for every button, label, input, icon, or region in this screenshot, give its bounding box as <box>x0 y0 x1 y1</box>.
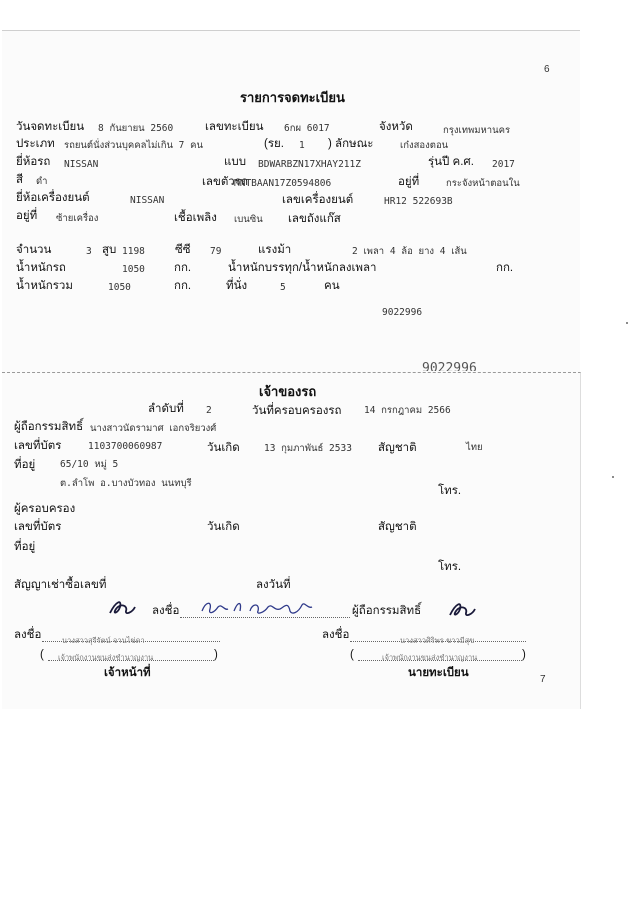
total-weight: 1050 <box>108 282 131 293</box>
model-year: 2017 <box>492 159 515 170</box>
count-label: จำนวน <box>16 244 52 256</box>
year-label: รุ่นปี ค.ศ. <box>428 156 474 168</box>
possessor-birth-label: วันเกิด <box>207 521 240 533</box>
persons-label: คน <box>324 280 340 292</box>
count: 3 <box>86 246 92 257</box>
id-label: เลขที่บัตร <box>14 440 62 452</box>
province: กรุงเทพมหานคร <box>443 125 511 136</box>
rs-label: (รย. <box>264 138 284 150</box>
seats-label: ที่นั่ง <box>226 280 248 292</box>
engine-number-label: เลขเครื่องยนต์ <box>282 194 354 206</box>
right-officer-name: นางสาวศิริพร ขาวมีสุข <box>400 636 475 645</box>
serial-number: 9022996 <box>382 307 423 318</box>
character-label: ) ลักษณะ <box>328 138 374 150</box>
possessor-phone-label: โทร. <box>438 561 462 573</box>
possessor-label: ผู้ครอบครอง <box>14 503 76 515</box>
fuel: เบนซิน <box>234 214 263 225</box>
scan-speck <box>612 476 614 478</box>
color-label: สี <box>16 174 24 186</box>
possessor-address-label: ที่อยู่ <box>14 541 36 553</box>
total-weight-label: น้ำหนักรวม <box>16 280 73 292</box>
brand-label: ยี่ห้อรถ <box>16 156 51 168</box>
vehicle-color: ดำ <box>36 176 48 187</box>
cylinder-label: สูบ <box>102 244 117 256</box>
chassis-location-label: อยู่ที่ <box>398 176 420 188</box>
sign-label: ลงชื่อ <box>152 605 180 617</box>
right-officer-position: เจ้าพนักงานขนส่งชำนาญงาน <box>382 653 478 662</box>
registrar-label: นายทะเบียน <box>408 667 469 679</box>
axles-wheels: 2 เพลา 4 ล้อ ยาง 4 เส้น <box>352 246 467 257</box>
engine-brand: NISSAN <box>130 195 165 206</box>
nationality: ไทย <box>466 442 483 453</box>
total-weight-unit: กก. <box>174 280 192 292</box>
left-paren-close: ) <box>214 649 218 661</box>
payload-label: น้ำหนักบรรทุก/น้ำหนักลงเพลา <box>228 262 377 274</box>
page-number: 6 <box>544 64 550 75</box>
payload-unit: กก. <box>496 262 514 274</box>
serial-number-cut: 9022996 <box>422 362 477 371</box>
plate-number: 6กผ 6017 <box>284 123 330 134</box>
chassis-label: เลขตัวรถ <box>202 176 248 188</box>
left-paren-open: ( <box>40 649 44 661</box>
horsepower: 79 <box>210 246 222 257</box>
possessor-id-label: เลขที่บัตร <box>14 521 62 533</box>
lease-label: สัญญาเช่าซื้อเลขที่ <box>14 579 107 591</box>
engine-brand-label: ยี่ห้อเครื่องยนต์ <box>16 192 90 204</box>
gas-tank-label: เลขถังแก๊ส <box>288 213 341 225</box>
province-label: จังหวัด <box>379 121 413 133</box>
address-line1: 65/10 หมู่ 5 <box>60 459 119 470</box>
engine-cc: 1198 <box>122 246 145 257</box>
birth-label: วันเกิด <box>207 442 240 454</box>
officer-initial-signature <box>106 595 138 619</box>
right-sign-label: ลงชื่อ <box>322 629 350 641</box>
possession-date: 14 กรกฎาคม 2566 <box>364 405 451 416</box>
engine-location: ซ้ายเครื่อง <box>56 213 99 224</box>
scan-speck <box>626 322 628 324</box>
owner-sign-caption: ผู้ถือกรรมสิทธิ์ <box>352 605 422 617</box>
registration-date-label: วันจดทะเบียน <box>16 121 85 133</box>
address-line2: ต.ลำโพ อ.บางบัวทอง นนทบุรี <box>60 478 192 489</box>
plate-label: เลขทะเบียน <box>205 121 264 133</box>
right-paren-open: ( <box>350 649 354 661</box>
owner-label: ผู้ถือกรรมสิทธิ์ <box>14 421 84 433</box>
right-paren-close: ) <box>522 649 526 661</box>
left-officer-position: เจ้าพนักงานขนส่งชำนาญงาน <box>58 653 154 662</box>
owner-title: เจ้าของรถ <box>259 384 317 399</box>
registration-date: 8 กันยายน 2560 <box>98 123 174 134</box>
cc-label: ซีซี <box>175 244 191 256</box>
left-officer-name: นางสาวสุรีรัตน์ จานไข่ดา <box>62 636 145 645</box>
lease-date-label: ลงวันที่ <box>256 579 291 591</box>
birth-date: 13 กุมภาพันธ์ 2533 <box>264 443 352 454</box>
address-label: ที่อยู่ <box>14 459 36 471</box>
order-number: 2 <box>206 405 212 416</box>
owner-name: นางสาวนัดรามาศ เอกจริยวงศ์ <box>90 423 217 434</box>
possession-date-label: วันที่ครอบครองรถ <box>252 405 342 417</box>
page-title: รายการจดทะเบียน <box>240 90 345 105</box>
registration-page <box>2 30 580 373</box>
id-number: 1103700060987 <box>88 441 163 452</box>
weight-label: น้ำหนักรถ <box>16 262 66 274</box>
engine-location-label: อยู่ที่ <box>16 210 38 222</box>
brand: NISSAN <box>64 159 99 170</box>
phone-label: โทร. <box>438 485 462 497</box>
vehicle-weight: 1050 <box>122 264 145 275</box>
vehicle-type: รถยนต์นั่งส่วนบุคคลไม่เกิน 7 คน <box>64 140 203 151</box>
weight-unit: กก. <box>174 262 192 274</box>
fuel-label: เชื้อเพลิง <box>174 212 217 224</box>
left-sign-label: ลงชื่อ <box>14 629 42 641</box>
owner-signature <box>198 597 318 619</box>
possessor-nationality-label: สัญชาติ <box>378 521 417 533</box>
seats: 5 <box>280 282 286 293</box>
owner-page <box>2 372 581 709</box>
page-number-bottom: 7 <box>540 674 546 685</box>
officer-label: เจ้าหน้าที่ <box>104 667 151 679</box>
model-label: แบบ <box>224 156 247 168</box>
nationality-label: สัญชาติ <box>378 442 417 454</box>
engine-number: HR12 522693B <box>384 196 453 207</box>
order-label: ลำดับที่ <box>148 403 184 415</box>
rs-value: 1 <box>299 140 305 151</box>
type-label: ประเภท <box>16 138 55 150</box>
horsepower-label: แรงม้า <box>258 244 292 256</box>
chassis-location: กระจังหน้าตอนใน <box>446 178 520 189</box>
vehicle-character: เก๋งสองตอน <box>400 140 449 151</box>
model: BDWARBZN17XHAY211Z <box>258 159 361 170</box>
owner-initial-signature <box>446 597 478 621</box>
chassis-number: MNTBAAN17Z0594806 <box>234 178 332 189</box>
